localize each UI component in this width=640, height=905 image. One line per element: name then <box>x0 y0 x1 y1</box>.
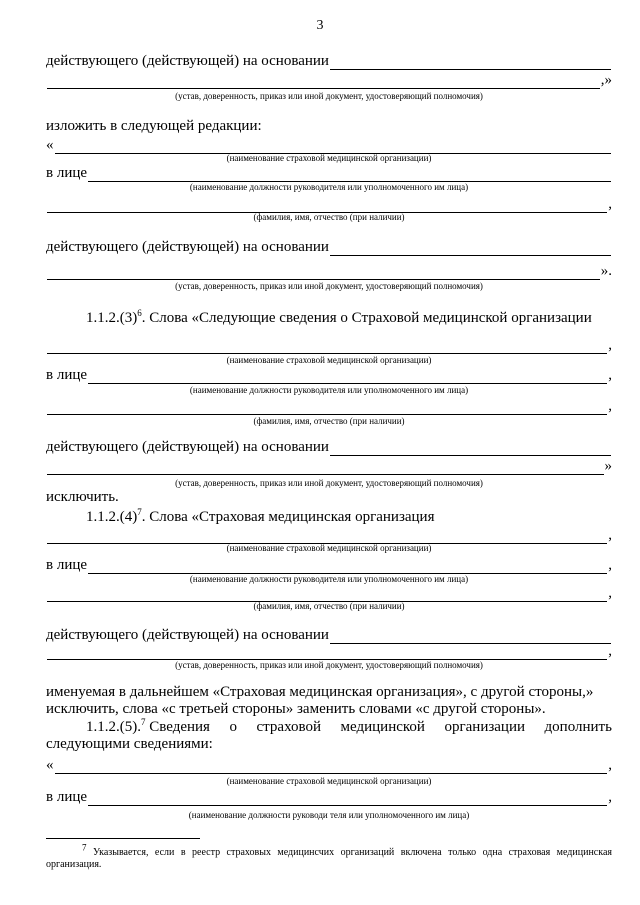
named-hereinafter-line: именуемая в дальнейшем «Страховая медицинская организация», с другой стороны,» <box>46 684 594 700</box>
footnote-ref: 7 <box>137 507 142 517</box>
replace-words-line: исключить, слова «с третьей стороны» заменить словами «с другой стороны». <box>46 701 546 717</box>
full-name-blank <box>47 588 607 602</box>
footnote-separator <box>46 838 200 839</box>
position-caption: (наименование должности руководи теля или уполномоченного им лица) <box>188 810 470 820</box>
full-name-caption: (фамилия, имя, отчество (при наличии) <box>253 212 405 222</box>
person-label: в лице <box>46 789 88 805</box>
acting-basis-text: действующего (действующей) на основании <box>46 439 329 455</box>
position-blank <box>88 370 607 384</box>
org-name-caption: (наименование страховой медицинской организации) <box>226 776 432 786</box>
position-blank <box>88 560 607 574</box>
clause-heading <box>46 509 612 526</box>
exclude-text: исключить. <box>46 489 119 505</box>
position-caption: (наименование должности руководителя или уполномоченного им лица) <box>189 182 469 192</box>
clause-number: 1.1.2.(5). <box>86 719 141 735</box>
person-label: в лице <box>46 367 88 383</box>
clause-number: 1.1.2.(4) <box>86 509 138 525</box>
comma: , <box>608 196 612 212</box>
open-quote: « <box>46 757 54 773</box>
position-caption: (наименование должности руководителя или уполномоченного им лица) <box>189 385 469 395</box>
person-row <box>46 788 612 806</box>
basis-blank <box>47 461 604 475</box>
clause-number: 1.1.2.(3) <box>86 310 138 326</box>
footnote <box>46 842 612 871</box>
full-name-blank <box>47 199 607 213</box>
full-name-row <box>46 397 612 415</box>
basis-caption: (устав, доверенность, приказ или иной документ, удостоверяющий полномочия) <box>175 478 483 488</box>
comma: , <box>608 527 612 543</box>
full-name-caption: (фамилия, имя, отчество (при наличии) <box>253 416 405 426</box>
org-name-blank <box>55 140 612 154</box>
clause-title: . Слова «Следующие сведения о Страховой медицинской организации <box>141 310 592 326</box>
clause-continuation: следующими сведениями: <box>46 736 213 752</box>
closing-mark: » <box>604 458 612 474</box>
acting-basis-row <box>46 438 612 456</box>
footnote-ref: 7 <box>141 717 146 727</box>
basis-caption: (устав, доверенность, приказ или иной документ, удостоверяющий полномочия) <box>175 660 483 670</box>
footnote-mark: 7 <box>82 842 87 853</box>
person-label: в лице <box>46 165 88 181</box>
clause-heading <box>46 310 612 327</box>
clause-heading <box>46 719 612 736</box>
basis-blank <box>47 266 600 280</box>
basis-blank <box>330 242 611 256</box>
basis-caption: (устав, доверенность, приказ или иной документ, удостоверяющий полномочия) <box>175 91 483 101</box>
acting-basis-row <box>46 52 612 70</box>
org-name-blank <box>47 340 607 354</box>
acting-basis-text: действующего (действующей) на основании <box>46 239 329 255</box>
page-number: 3 <box>316 18 324 33</box>
full-name-row <box>46 584 612 602</box>
basis-continuation-row <box>46 71 612 89</box>
comma: , <box>608 398 612 414</box>
full-name-blank <box>47 401 607 415</box>
acting-basis-row <box>46 238 612 256</box>
comma: , <box>608 337 612 353</box>
person-row <box>46 366 612 384</box>
org-name-blank <box>47 530 607 544</box>
comma: , <box>608 643 612 659</box>
position-caption: (наименование должности руководителя или уполномоченного им лица) <box>189 574 469 584</box>
clause-word: страховой <box>256 719 322 735</box>
clause-word: дополнить <box>544 719 612 735</box>
clause-word: Сведения <box>149 719 210 735</box>
org-name-row <box>46 136 612 154</box>
position-blank <box>88 168 611 182</box>
clause-word: организации <box>444 719 526 735</box>
basis-continuation-row <box>46 262 612 280</box>
comma: , <box>608 789 612 805</box>
acting-basis-text: действующего (действующей) на основании <box>46 627 329 643</box>
basis-blank <box>330 442 611 456</box>
basis-blank <box>47 646 607 660</box>
clause-word: медицинской <box>340 719 425 735</box>
open-quote: « <box>46 137 54 153</box>
full-name-caption: (фамилия, имя, отчество (при наличии) <box>253 601 405 611</box>
person-row <box>46 164 612 182</box>
basis-blank <box>47 75 600 89</box>
clause-title: . Слова «Страховая медицинская организация <box>141 509 435 525</box>
comma: , <box>608 757 612 773</box>
section-heading: изложить в следующей редакции: <box>46 118 262 134</box>
comma: , <box>608 367 612 383</box>
basis-caption: (устав, доверенность, приказ или иной документ, удостоверяющий полномочия) <box>175 281 483 291</box>
comma: , <box>608 557 612 573</box>
clause-word: о <box>229 719 237 735</box>
acting-basis-text: действующего (действующей) на основании <box>46 53 329 69</box>
org-name-blank <box>55 760 608 774</box>
org-name-row <box>46 526 612 544</box>
person-row <box>46 556 612 574</box>
closing-mark: ». <box>600 263 612 279</box>
person-label: в лице <box>46 557 88 573</box>
position-blank <box>88 792 607 806</box>
closing-mark: ,» <box>600 72 612 88</box>
clause-number-group <box>86 719 210 736</box>
org-name-caption: (наименование страховой медицинской организации) <box>226 543 432 553</box>
footnote-text: Указывается, если в реестр страховых медицинсчих организаций включена только одна страховая медицинская организация. <box>46 847 612 870</box>
org-name-caption: (наименование страховой медицинской организации) <box>226 355 432 365</box>
comma: , <box>608 585 612 601</box>
org-name-row <box>46 336 612 354</box>
org-name-row <box>46 756 612 774</box>
basis-continuation-row <box>46 457 612 475</box>
full-name-row <box>46 195 612 213</box>
basis-continuation-row <box>46 642 612 660</box>
org-name-caption: (наименование страховой медицинской организации) <box>226 153 432 163</box>
footnote-ref: 6 <box>137 308 142 318</box>
basis-blank <box>330 56 611 70</box>
